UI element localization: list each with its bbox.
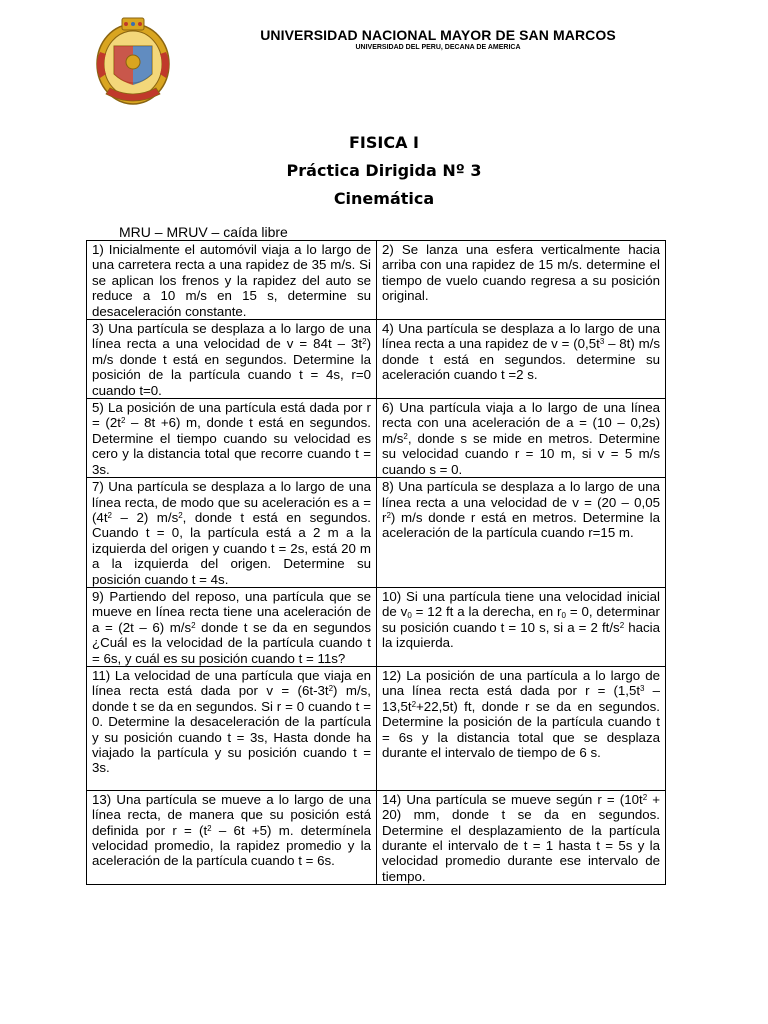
problem-cell: 11) La velocidad de una partícula que viaja en línea recta está dada por $v = (6t-3t^2)$ m/s, donde t se da en segundos. Si r = 0 cuando t = 0. Determine la desaceleración de la partícula y su posición cuando t = 3s, Hasta donde ha viajado la partícula y su posición cuando t = 3s. [87, 666, 377, 790]
problem-cell: 3) Una partícula se desplaza a lo largo de una línea recta a una velocidad de $v = 84t - 3t^2$) m/s donde t está en segundos. Determine la posición de la partícula cuando t = 4s, r=0 cuando t=0. [87, 320, 377, 399]
problem-cell: 10) Si una partícula tiene una velocidad inicial de $v_0 = 12$ ft a la derecha, en $r_0 = 0$, determinar su posición cuando t = 10 s, si a = 2 $ft/s^2$ hacia la izquierda. [377, 587, 666, 666]
course-title: FISICA I [348, 133, 419, 152]
table-row [87, 666, 666, 790]
university-subtitle: UNIVERSIDAD DEL PERU, DECANA DE AMERICA [355, 44, 521, 51]
practice-title: Práctica Dirigida Nº 3 [286, 161, 482, 180]
problem-cell: 8) Una partícula se desplaza a lo largo de una línea recta a una velocidad de v = (20 – 0,05 $r^2$) m/s donde r está en metros. Determine la aceleración de la partícula cuando r=15 m. [377, 478, 666, 588]
table-row [87, 478, 666, 588]
table-row [87, 241, 666, 320]
problem-cell: 12) La posición de una partícula a lo largo de una línea recta está dada por $r = (1,5t^3 - 13,5t^2+22,5t)$ ft, donde r se da en segundos. Determine la posición de la partícula cuando t = 6s y la distancia total que se desplaza durante el intervalo de tiempo de 6 s. [377, 666, 666, 790]
problem-cell: 4) Una partícula se desplaza a lo largo de una línea recta a una rapidez de $v = (0,5t^3 - 8t)$ m/s donde t está en segundos. determine su aceleración cuando t =2 s. [377, 320, 666, 399]
topic-title: Cinemática [333, 189, 435, 208]
subtopic-label: MRU – MRUV – caída libre [119, 224, 288, 240]
problems-table [86, 240, 666, 885]
problem-cell: 2) Se lanza una esfera verticalmente hacia arriba con una rapidez de 15 m/s. determine el tiempo de vuelo cuando regresa a su posición original. [377, 241, 666, 320]
problem-cell: 5) La posición de una partícula está dada por $r = (2t^2 - 8t +6)$ m, donde t está en segundos. Determine el tiempo cuando su velocidad es cero y la distancia total que recorre cuando t = 3s. [87, 399, 377, 478]
problem-cell: 14) Una partícula se mueve según $r = (10t^2 + 20)$ mm, donde t se da en segundos. Determine el desplazamiento de la partícula durante el intervalo de t = 1 hasta t = 5s y la velocidad promedio durante ese intervalo de tiempo. [377, 790, 666, 884]
problem-cell: 7) Una partícula se desplaza a lo largo de una línea recta, de modo que su aceleración es $a = (4t^2 - 2)$ $m/s^2$, donde t está en segundos. Cuando t = 0, la partícula está a 2 m a la izquierda del origen y cuando t = 2s, está 20 m a la izquierda del origen. Determine su posición cuando t = 4s. [87, 478, 377, 588]
table-row [87, 320, 666, 399]
university-name: UNIVERSIDAD NACIONAL MAYOR DE SAN MARCOS [260, 27, 616, 43]
problem-cell: 9) Partiendo del reposo, una partícula que se mueve en línea recta tiene una aceleración de a = (2t – 6) $m/s^2$ donde t se da en segundos ¿Cuál es la velocidad de la partícula cuando t = 6s, y cuál es su posición cuando t = 11s? [87, 587, 377, 666]
university-seal-icon [92, 12, 174, 108]
table-row [87, 587, 666, 666]
table-row [87, 399, 666, 478]
table-row [87, 790, 666, 884]
problem-cell: 1) Inicialmente el automóvil viaja a lo largo de una carretera recta a una rapidez de 35 m/s. Si se aplican los frenos y la rapidez del auto se reduce a 10 m/s en 15 s, determine su desaceleración constante. [87, 241, 377, 320]
problem-cell: 6) Una partícula viaja a lo largo de una línea recta con una aceleración de a = (10 – 0,2s) $m/s^2$, donde s se mide en metros. Determine su velocidad cuando r = 10 m, si v = 5 m/s cuando s = 0. [377, 399, 666, 478]
problem-cell: 13) Una partícula se mueve a lo largo de una línea recta, de manera que su posición está definida por $r = (t^2 - 6t +5)$ m. determínela velocidad promedio, la rapidez promedio y la aceleración de la partícula cuando t = 6s. [87, 790, 377, 884]
